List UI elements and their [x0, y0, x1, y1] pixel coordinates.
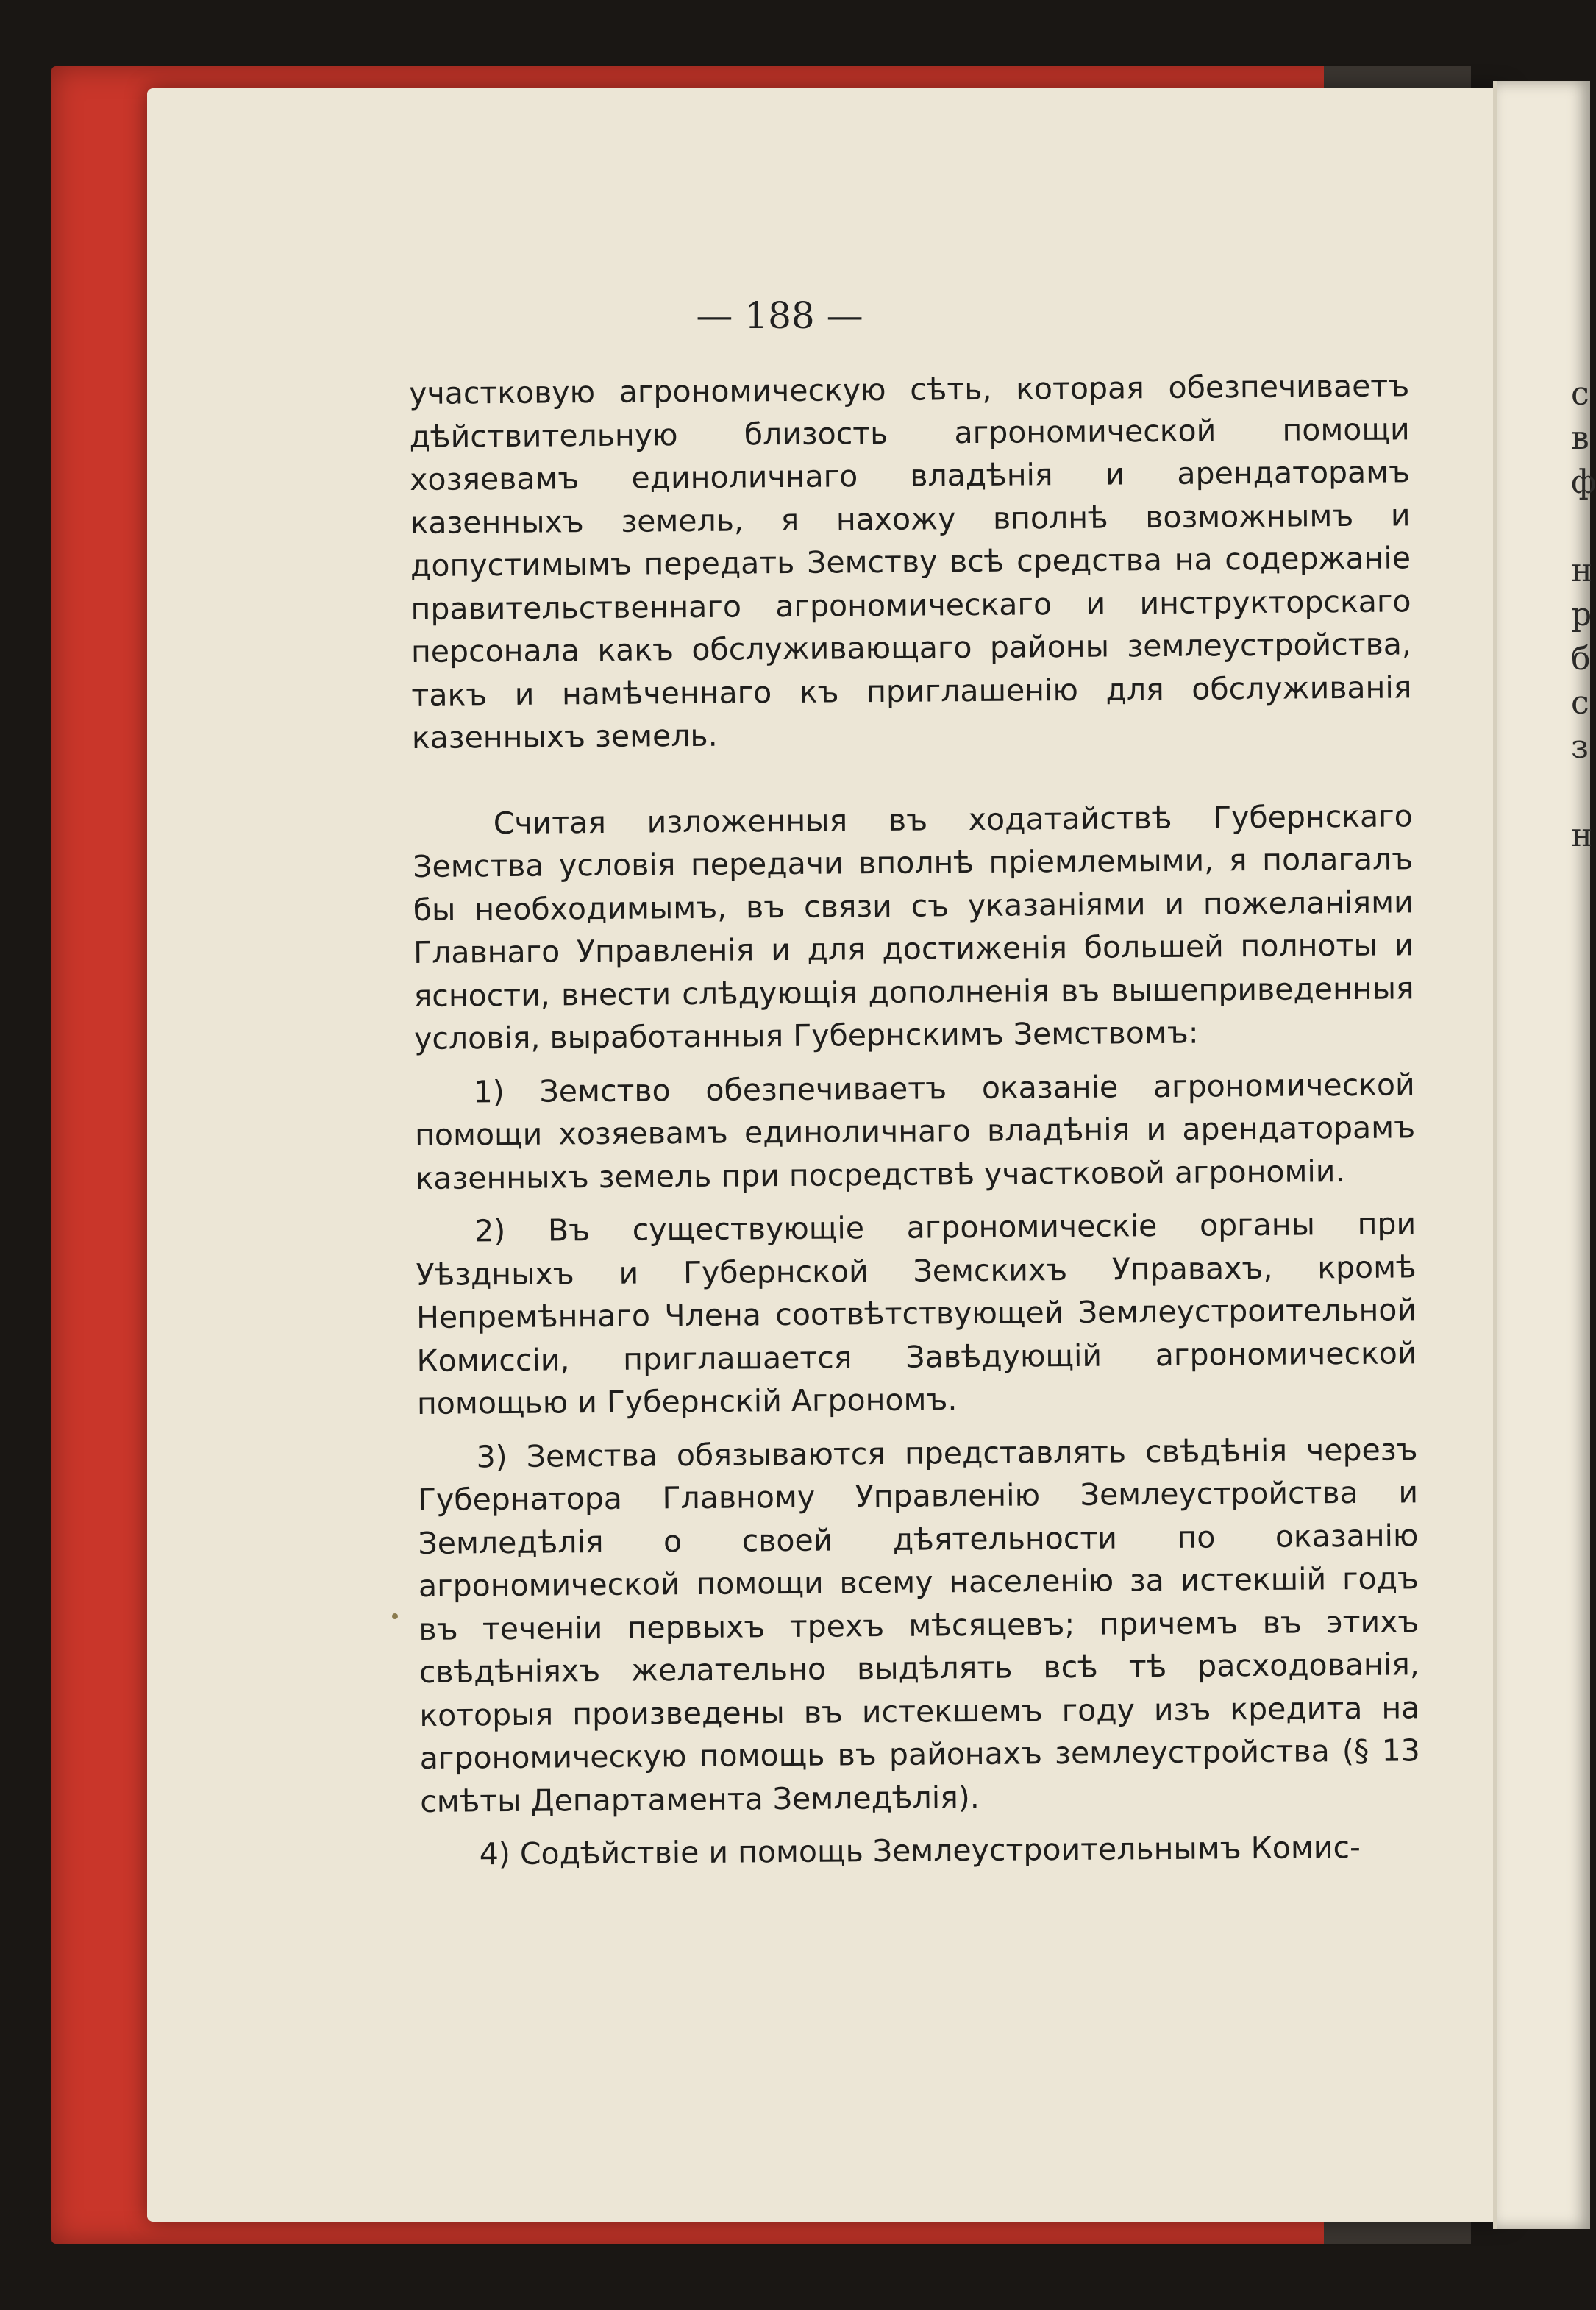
- page-body: [409, 364, 1421, 1876]
- facing-page-fragment: с: [1571, 375, 1589, 413]
- facing-page-fragment: с: [1571, 684, 1589, 722]
- facing-page-fragment: ф: [1571, 463, 1596, 501]
- paragraph: Считая изложенныя въ ходатайствѣ Губернскаго Земства условія передачи вполнѣ пріемлемыми, я полагалъ бы необходимымъ, въ связи съ указаніями и пожеланіями Главнаго Управленія и для достиженія большей полноты и ясности, внести слѣдующія дополненія въ вышеприведенныя условія, выработанныя Губернскимъ Земствомъ:: [413, 797, 1414, 1056]
- paragraph: участковую агрономическую сѣть, которая обезпечиваетъ дѣйствительную близость агрономической помощи хозяевамъ единоличнаго владѣнія и арендаторамъ казенныхъ земель, я нахожу вполнѣ возможнымъ и допустимымъ передать Земству всѣ средства на содержаніе правительственнаго агрономическаго и инструкторскаго персонала какъ обслуживающаго районы землеустройства, такъ и намѣченнаго къ приглашенію для обслуживанія казенныхъ земель.: [409, 368, 1412, 756]
- list-item: 4) Содѣйствіе и помощь Землеустроительнымъ Комис-: [479, 1829, 1361, 1872]
- facing-page-fragment: в: [1571, 419, 1589, 457]
- page-number: — 188 —: [696, 294, 863, 337]
- facing-page-fragment: б: [1571, 640, 1591, 678]
- list-item: 3) Земства обязываются представлять свѣдѣнія черезъ Губернатора Главному Управленію Землеустройства и Земледѣлія о своей дѣятельности по оказанію агрономической помощи всему населенію за истекшій годъ въ теченіи первыхъ трехъ мѣсяцевъ; причемъ въ этихъ свѣдѣніяхъ желательно выдѣлять всѣ тѣ расходованія, которыя произведены въ истекшемъ году изъ кредита на агрономическую помощь въ районахъ землеустройства (§ 13 смѣты Департамента Земледѣлія).: [417, 1431, 1420, 1819]
- list-item: 2) Въ существующіе агрономическіе органы при Уѣздныхъ и Губернской Земскихъ Управахъ, кромѣ Непремѣннаго Члена соотвѣтствующей Землеустроительной Комиссіи, приглашается Завѣдующій агрономической помощью и Губернскій Агрономъ.: [416, 1206, 1417, 1421]
- facing-page-fragment: р: [1571, 596, 1592, 633]
- facing-page-edge: [1493, 81, 1596, 2229]
- ink-dot-mark: [392, 1613, 398, 1619]
- facing-page-fragment: н: [1571, 817, 1593, 854]
- facing-page-fragment: з: [1571, 728, 1589, 766]
- facing-page-fragment: н: [1571, 552, 1593, 589]
- list-item: 1) Земство обезпечиваетъ оказаніе агрономической помощи хозяевамъ единоличнаго владѣнія и арендаторамъ казенныхъ земель при посредствѣ участковой агрономіи.: [414, 1066, 1416, 1196]
